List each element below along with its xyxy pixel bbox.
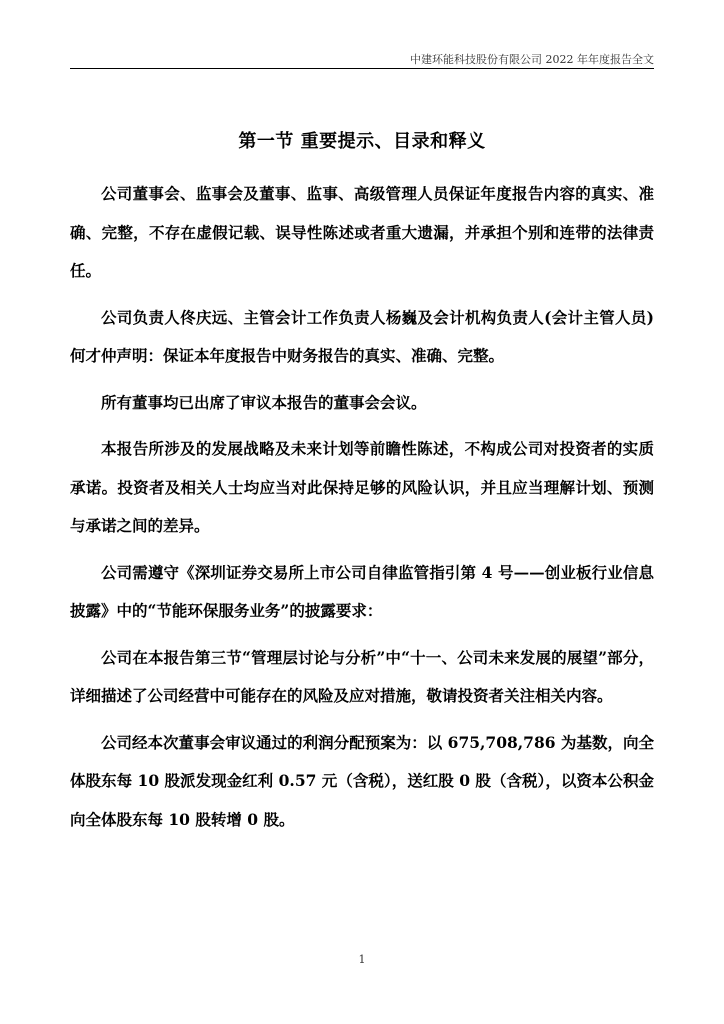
paragraph-board-guarantee: 公司董事会、监事会及董事、监事、高级管理人员保证年度报告内容的真实、准确、完整，不存在虚假记载、误导性陈述或者重大遗漏，并承担个别和连带的法律责任。 (70, 184, 654, 280)
paragraph-directors-attendance: 所有董事均已出席了审议本报告的董事会会议。 (101, 392, 427, 412)
document-body (70, 175, 654, 847)
paragraph-forward-looking: 本报告所涉及的发展战略及未来计划等前瞻性陈述，不构成公司对投资者的实质承诺。投资者及相关人士均应当对此保持足够的风险认识，并且应当理解计划、预测与承诺之间的差异。 (70, 439, 654, 535)
page-header (70, 48, 654, 69)
section-title: 第一节 重要提示、目录和释义 (238, 131, 486, 152)
paragraph-responsible-persons: 公司负责人佟庆远、主管会计工作负责人杨巍及会计机构负责人(会计主管人员)何才仲声明：保证本年度报告中财务报告的真实、准确、完整。 (70, 307, 654, 365)
paragraph-profit-distribution: 公司经本次董事会审议通过的利润分配预案为：以 675,708,786 为基数，向全体股东每 10 股派发现金红利 0.57 元（含税），送红股 0 股（含税），以资本公积金向全体股东每 10 股转增 0 股。 (70, 732, 654, 829)
header-text: 中建环能科技股份有限公司 2022 年年度报告全文 (410, 53, 654, 66)
paragraph-disclosure-requirements: 公司需遵守《深圳证券交易所上市公司自律监管指引第 4 号——创业板行业信息披露》中的“节能环保服务业务”的披露要求： (70, 562, 654, 620)
paragraph-risk-description: 公司在本报告第三节“管理层讨论与分析”中“十一、公司未来发展的展望”部分，详细描述了公司经营中可能存在的风险及应对措施，敬请投资者关注相关内容。 (70, 647, 654, 705)
page-number: 1 (358, 953, 366, 966)
